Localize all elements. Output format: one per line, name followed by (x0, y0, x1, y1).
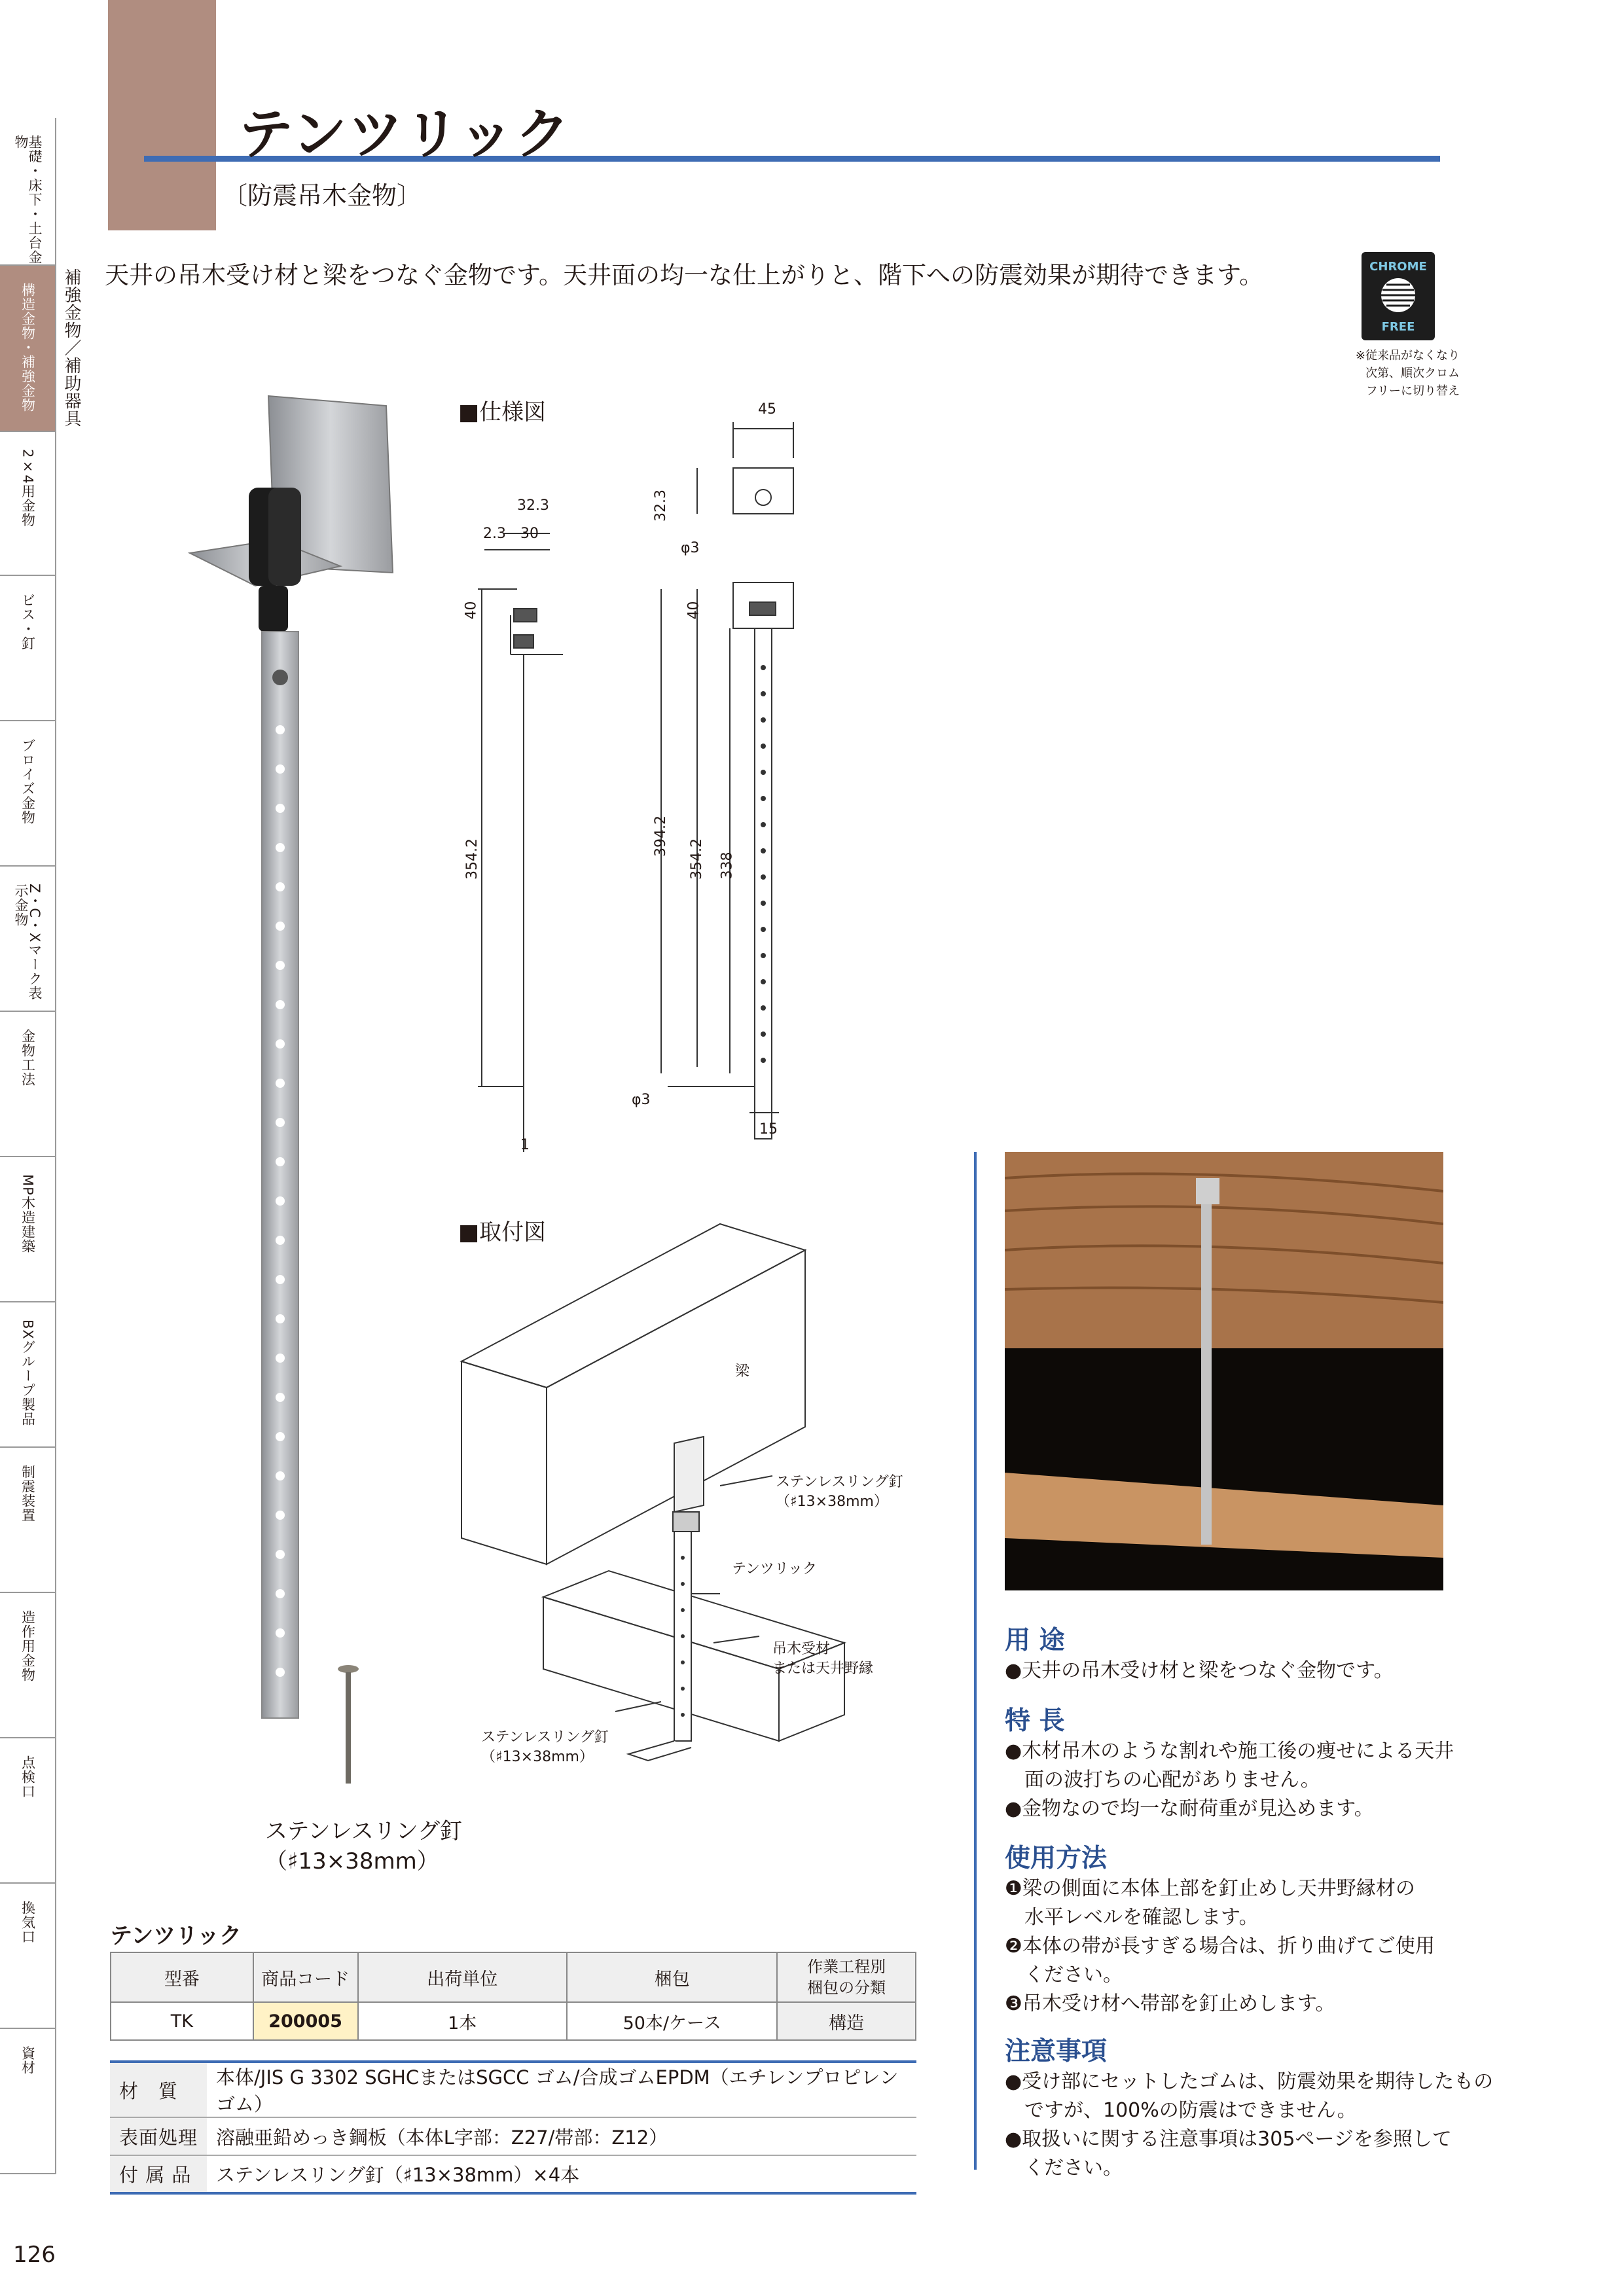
sidebar-tab-vent[interactable]: 換気口 (0, 1884, 56, 2029)
page-title: テンツリック (238, 102, 571, 166)
dim-1: 1 (520, 1137, 530, 1153)
sidebar-tab-method[interactable]: 金物工法 (0, 1012, 56, 1157)
spec-table (110, 2060, 916, 2195)
dim-338: 338 (719, 852, 736, 880)
section-caution: 注意事項 ●受け部にセットしたゴムは、防震効果を期待したもの ですが、100%の防震はできません。 ●取扱いに関する注意事項は305ページを参照して ください。 (1005, 2037, 1494, 2179)
nail-caption: ステンレスリング釘 （♯13×38mm） (265, 1818, 463, 1874)
chrome-free-badge: CHROME FREE (1362, 252, 1435, 340)
table-row: 付 属 品 ステンレスリング釘（♯13×38mm）×4本 (110, 2155, 916, 2193)
col-header: 作業工程別 梱包の分類 (777, 1952, 916, 2002)
sidebar-tab-foundation[interactable]: 基礎・床下・土台金物 (0, 118, 56, 266)
dim-phi3-top: φ3 (681, 540, 700, 556)
dim-40-right: 40 (685, 601, 702, 620)
globe-icon (1380, 277, 1416, 314)
label-product: テンツリック (732, 1561, 818, 1577)
dim-45: 45 (758, 401, 776, 418)
installation-photo (1005, 1152, 1443, 1590)
sidebar-tab-2x4[interactable]: 2×4用金物 (0, 432, 56, 576)
install-drawing-heading: ■取付図 (458, 1219, 547, 1246)
sidebar-tab-bx[interactable]: BXグループ製品 (0, 1302, 56, 1448)
col-header: 出荷単位 (358, 1952, 567, 2002)
section-use: 用 途 ●天井の吊木受け材と梁をつなぐ金物です。 (1005, 1626, 1394, 1682)
spec-drawing (458, 393, 825, 1172)
dim-phi3-bottom: φ3 (632, 1092, 651, 1108)
dim-32-3-h: 32.3 (652, 490, 669, 522)
dim-32-3-top: 32.3 (517, 497, 549, 514)
dim-354-2-left: 354.2 (463, 838, 480, 880)
label-ceiling: 吊木受材 または天井野縁 (772, 1641, 874, 1677)
product-table (110, 1952, 916, 2041)
col-header: 商品コード (253, 1952, 358, 2002)
label-nail-bottom: ステンレスリング釘 （♯13×38mm） (481, 1729, 609, 1765)
dim-15: 15 (759, 1121, 778, 1138)
dim-40-left: 40 (463, 601, 480, 620)
dim-394-2: 394.2 (652, 816, 669, 857)
sidebar-tab-materials[interactable]: 資材 (0, 2029, 56, 2174)
section-features: 特 長 ●木材吊木のような割れや施工後の痩せによる天井 面の波打ちの心配がありません。 ●金物なので均一な耐荷重が見込めます。 (1005, 1706, 1454, 1820)
header-accent-block (108, 0, 216, 230)
sidebar-tab-seismic[interactable]: 制震装置 (0, 1448, 56, 1593)
sidebar-tab-mp[interactable]: MP木造建築 (0, 1157, 56, 1302)
vertical-divider (974, 1152, 977, 2170)
label-beam: 梁 (735, 1363, 750, 1380)
dim-30: 30 (520, 526, 539, 542)
sidebar-category: 補強金物／補助器具 (62, 268, 81, 427)
sidebar-tab-screws[interactable]: ビス・釘 (0, 576, 56, 721)
dim-354-2-right: 354.2 (688, 838, 705, 880)
badge-note: ※従来品がなくなり 次第、順次クロム フリーに切り替え (1355, 349, 1460, 398)
table-row: 表面処理 溶融亜鉛めっき鋼板（本体L字部：Z27/帯部：Z12） (110, 2117, 916, 2155)
page-number: 126 (13, 2242, 56, 2268)
page-subtitle: 〔防震吊木金物〕 (223, 181, 422, 210)
sidebar-tab-zcx[interactable]: Z・C・Xマーク表示金物 (0, 867, 56, 1012)
table-row: TK 200005 1本 50本/ケース 構造 (111, 2002, 916, 2040)
sidebar-tab-braise[interactable]: ブロイズ金物 (0, 721, 56, 867)
sidebar-tab-inspection[interactable]: 点検口 (0, 1738, 56, 1884)
intro-text: 天井の吊木受け材と梁をつなぐ金物です。天井面の均一な仕上がりと、階下への防震効果が期待できます。 (105, 261, 1264, 289)
section-usage: 使用方法 ❶梁の側面に本体上部を釘止めし天井野縁材の 水平レベルを確認します。 ❷本体の帯が長すぎる場合は、折り曲げてご使用 ください。 ❸吊木受け材へ帯部を釘止めします。 (1005, 1844, 1435, 2015)
dim-2-3: 2.3 (483, 526, 506, 542)
sidebar-tab-structural[interactable]: 構造金物・補強金物 (0, 266, 56, 432)
product-table-title: テンツリック (110, 1923, 242, 1949)
col-header: 梱包 (567, 1952, 777, 2002)
product-photo (177, 389, 412, 1803)
col-header: 型番 (111, 1952, 253, 2002)
spec-drawing-heading: ■仕様図 (458, 399, 547, 425)
label-nail-top: ステンレスリング釘 （♯13×38mm） (776, 1474, 903, 1510)
install-drawing (458, 1217, 916, 1806)
table-row: 材 質 本体/JIS G 3302 SGHCまたはSGCC ゴム/合成ゴムEPDM（エチレンプロピレンゴム） (110, 2062, 916, 2117)
sidebar-tab-fixture[interactable]: 造作用金物 (0, 1593, 56, 1738)
